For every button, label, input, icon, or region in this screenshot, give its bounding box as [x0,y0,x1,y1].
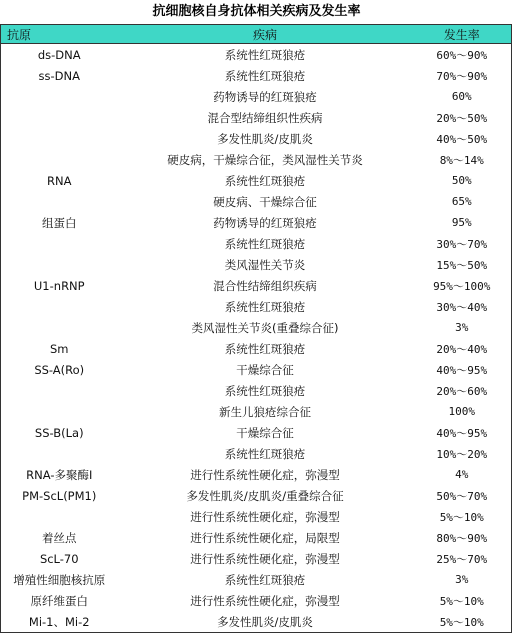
table-row [1,44,512,66]
antigen-cell [1,506,118,527]
antigen-cell [1,401,118,422]
table-row [1,611,512,633]
rate-cell: 60%～90% [436,48,488,62]
header-rate: 发生率 [413,25,512,44]
antigen-cell [1,191,118,212]
table-row [1,233,512,254]
disease-cell: 进行性系统性硬化症，弥漫型 [190,593,340,608]
disease-cell: 系统性红斑狼疮 [224,68,306,83]
rate-cell: 65% [451,195,472,208]
header-row [1,25,512,44]
table-body [1,44,512,633]
rate-cell: 30%～40% [436,300,488,314]
disease-cell: 进行性系统性硬化症，局限型 [190,530,340,545]
table-row [1,86,512,107]
disease-cell: 新生儿狼疮综合征 [219,404,311,419]
table-header [1,25,512,44]
rate-cell: 5%～10% [439,594,484,608]
rate-cell: 20%～60% [436,384,488,398]
antigen-cell [1,296,118,317]
table-row [1,401,512,422]
table-row [1,149,512,170]
rate-cell: 80%～90% [436,531,488,545]
rate-cell: 5%～10% [439,510,484,524]
rate-cell: 100% [448,405,475,418]
table-row [1,317,512,338]
antigen-cell [1,107,118,128]
table-row [1,296,512,317]
rate-cell: 20%～40% [436,342,488,356]
disease-cell: 系统性红斑狼疮 [224,572,306,587]
rate-cell: 25%～70% [436,552,488,566]
antigen-cell [1,380,118,401]
disease-cell: 多发性肌炎/皮肌炎/重叠综合征 [186,488,344,503]
rate-cell: 3% [455,321,469,334]
disease-cell: 药物诱导的红斑狼疮 [213,89,317,104]
antigen-cell: U1-nRNP [33,278,85,293]
antigen-cell: SS-A(Ro) [34,362,85,377]
rate-cell: 3% [455,573,469,586]
table-row [1,254,512,275]
disease-cell: 系统性红斑狼疮 [224,446,306,461]
table-row [1,443,512,464]
antigen-cell: RNA [47,173,72,188]
table-row [1,569,512,590]
rate-cell: 40%～95% [436,426,488,440]
rate-cell: 50% [451,174,472,187]
table-row [1,506,512,527]
disease-cell: 系统性红斑狼疮 [224,341,306,356]
disease-cell: 混合性结缔组织疾病 [213,278,317,293]
table-row [1,380,512,401]
disease-cell: 系统性红斑狼疮 [224,383,306,398]
disease-cell: 多发性肌炎/皮肌炎 [217,131,313,146]
table-row [1,464,512,485]
antigen-cell: PM-ScL(PM1) [22,488,97,503]
disease-cell: 进行性系统性硬化症，弥漫型 [190,509,340,524]
antigen-cell [1,149,118,170]
disease-cell: 进行性系统性硬化症，弥漫型 [190,467,340,482]
table-row [1,128,512,149]
disease-cell: 硬皮病，干燥综合征，类风湿性关节炎 [167,152,363,167]
rate-cell: 70%～90% [436,69,488,83]
disease-cell: 进行性系统性硬化症，弥漫型 [190,551,340,566]
rate-cell: 4% [455,468,469,481]
header-disease: 疾病 [118,25,413,44]
rate-cell: 10%～20% [436,447,488,461]
table-row [1,422,512,443]
table-row [1,590,512,611]
rate-cell: 5%～10% [439,615,484,629]
table-row [1,275,512,296]
antigen-cell [1,317,118,338]
disease-cell: 类风湿性关节炎 [224,257,306,272]
antigen-cell: 原纤维蛋白 [30,593,88,608]
rate-cell: 95%～100% [433,279,491,293]
disease-cell: 系统性红斑狼疮 [224,173,306,188]
disease-cell: 系统性红斑狼疮 [224,47,306,62]
table-row [1,170,512,191]
antigen-cell [1,128,118,149]
table-row [1,212,512,233]
rate-cell: 40%～95% [436,363,488,377]
table-row [1,359,512,380]
rate-cell: 40%～50% [436,132,488,146]
disease-cell: 干燥综合征 [236,425,294,440]
rate-cell: 8%～14% [439,153,484,167]
antibody-table [0,24,512,633]
antigen-cell: 组蛋白 [42,215,77,230]
antigen-cell [1,254,118,275]
table-row [1,548,512,569]
header-antigen: 抗原 [1,25,118,44]
antigen-cell: ds-DNA [37,47,81,62]
table-row [1,191,512,212]
rate-cell: 60% [451,90,472,103]
table-title: 抗细胞核自身抗体相关疾病及发生率 [152,4,361,19]
table-row [1,65,512,86]
table-row [1,338,512,359]
table-row [1,527,512,548]
disease-cell: 药物诱导的红斑狼疮 [213,215,317,230]
disease-cell: 系统性红斑狼疮 [224,299,306,314]
antigen-cell: ScL-70 [39,551,79,566]
antigen-cell [1,233,118,254]
disease-cell: 干燥综合征 [236,362,294,377]
disease-cell: 硬皮病、干燥综合征 [213,194,317,209]
disease-cell: 系统性红斑狼疮 [224,236,306,251]
rate-cell: 30%～70% [436,237,488,251]
antigen-cell: 增殖性细胞核抗原 [13,572,106,587]
antigen-cell: Sm [49,341,69,356]
rate-cell: 20%～50% [436,111,488,125]
disease-cell: 混合型结缔组织性疾病 [207,110,323,125]
antigen-cell: 着丝点 [42,530,77,545]
antigen-cell: RNA-多聚酶I [26,467,93,482]
antigen-cell: Mi-1、Mi-2 [28,614,90,629]
antigen-cell [1,86,118,107]
antigen-cell: ss-DNA [38,68,80,83]
disease-cell: 类风湿性关节炎(重叠综合征) [191,320,339,335]
table-row [1,485,512,506]
rate-cell: 15%～50% [436,258,488,272]
rate-cell: 95% [451,216,472,229]
table-row [1,107,512,128]
antigen-cell: SS-B(La) [34,425,84,440]
rate-cell: 50%～70% [436,489,488,503]
disease-cell: 多发性肌炎/皮肌炎 [217,614,313,629]
antigen-cell [1,443,118,464]
